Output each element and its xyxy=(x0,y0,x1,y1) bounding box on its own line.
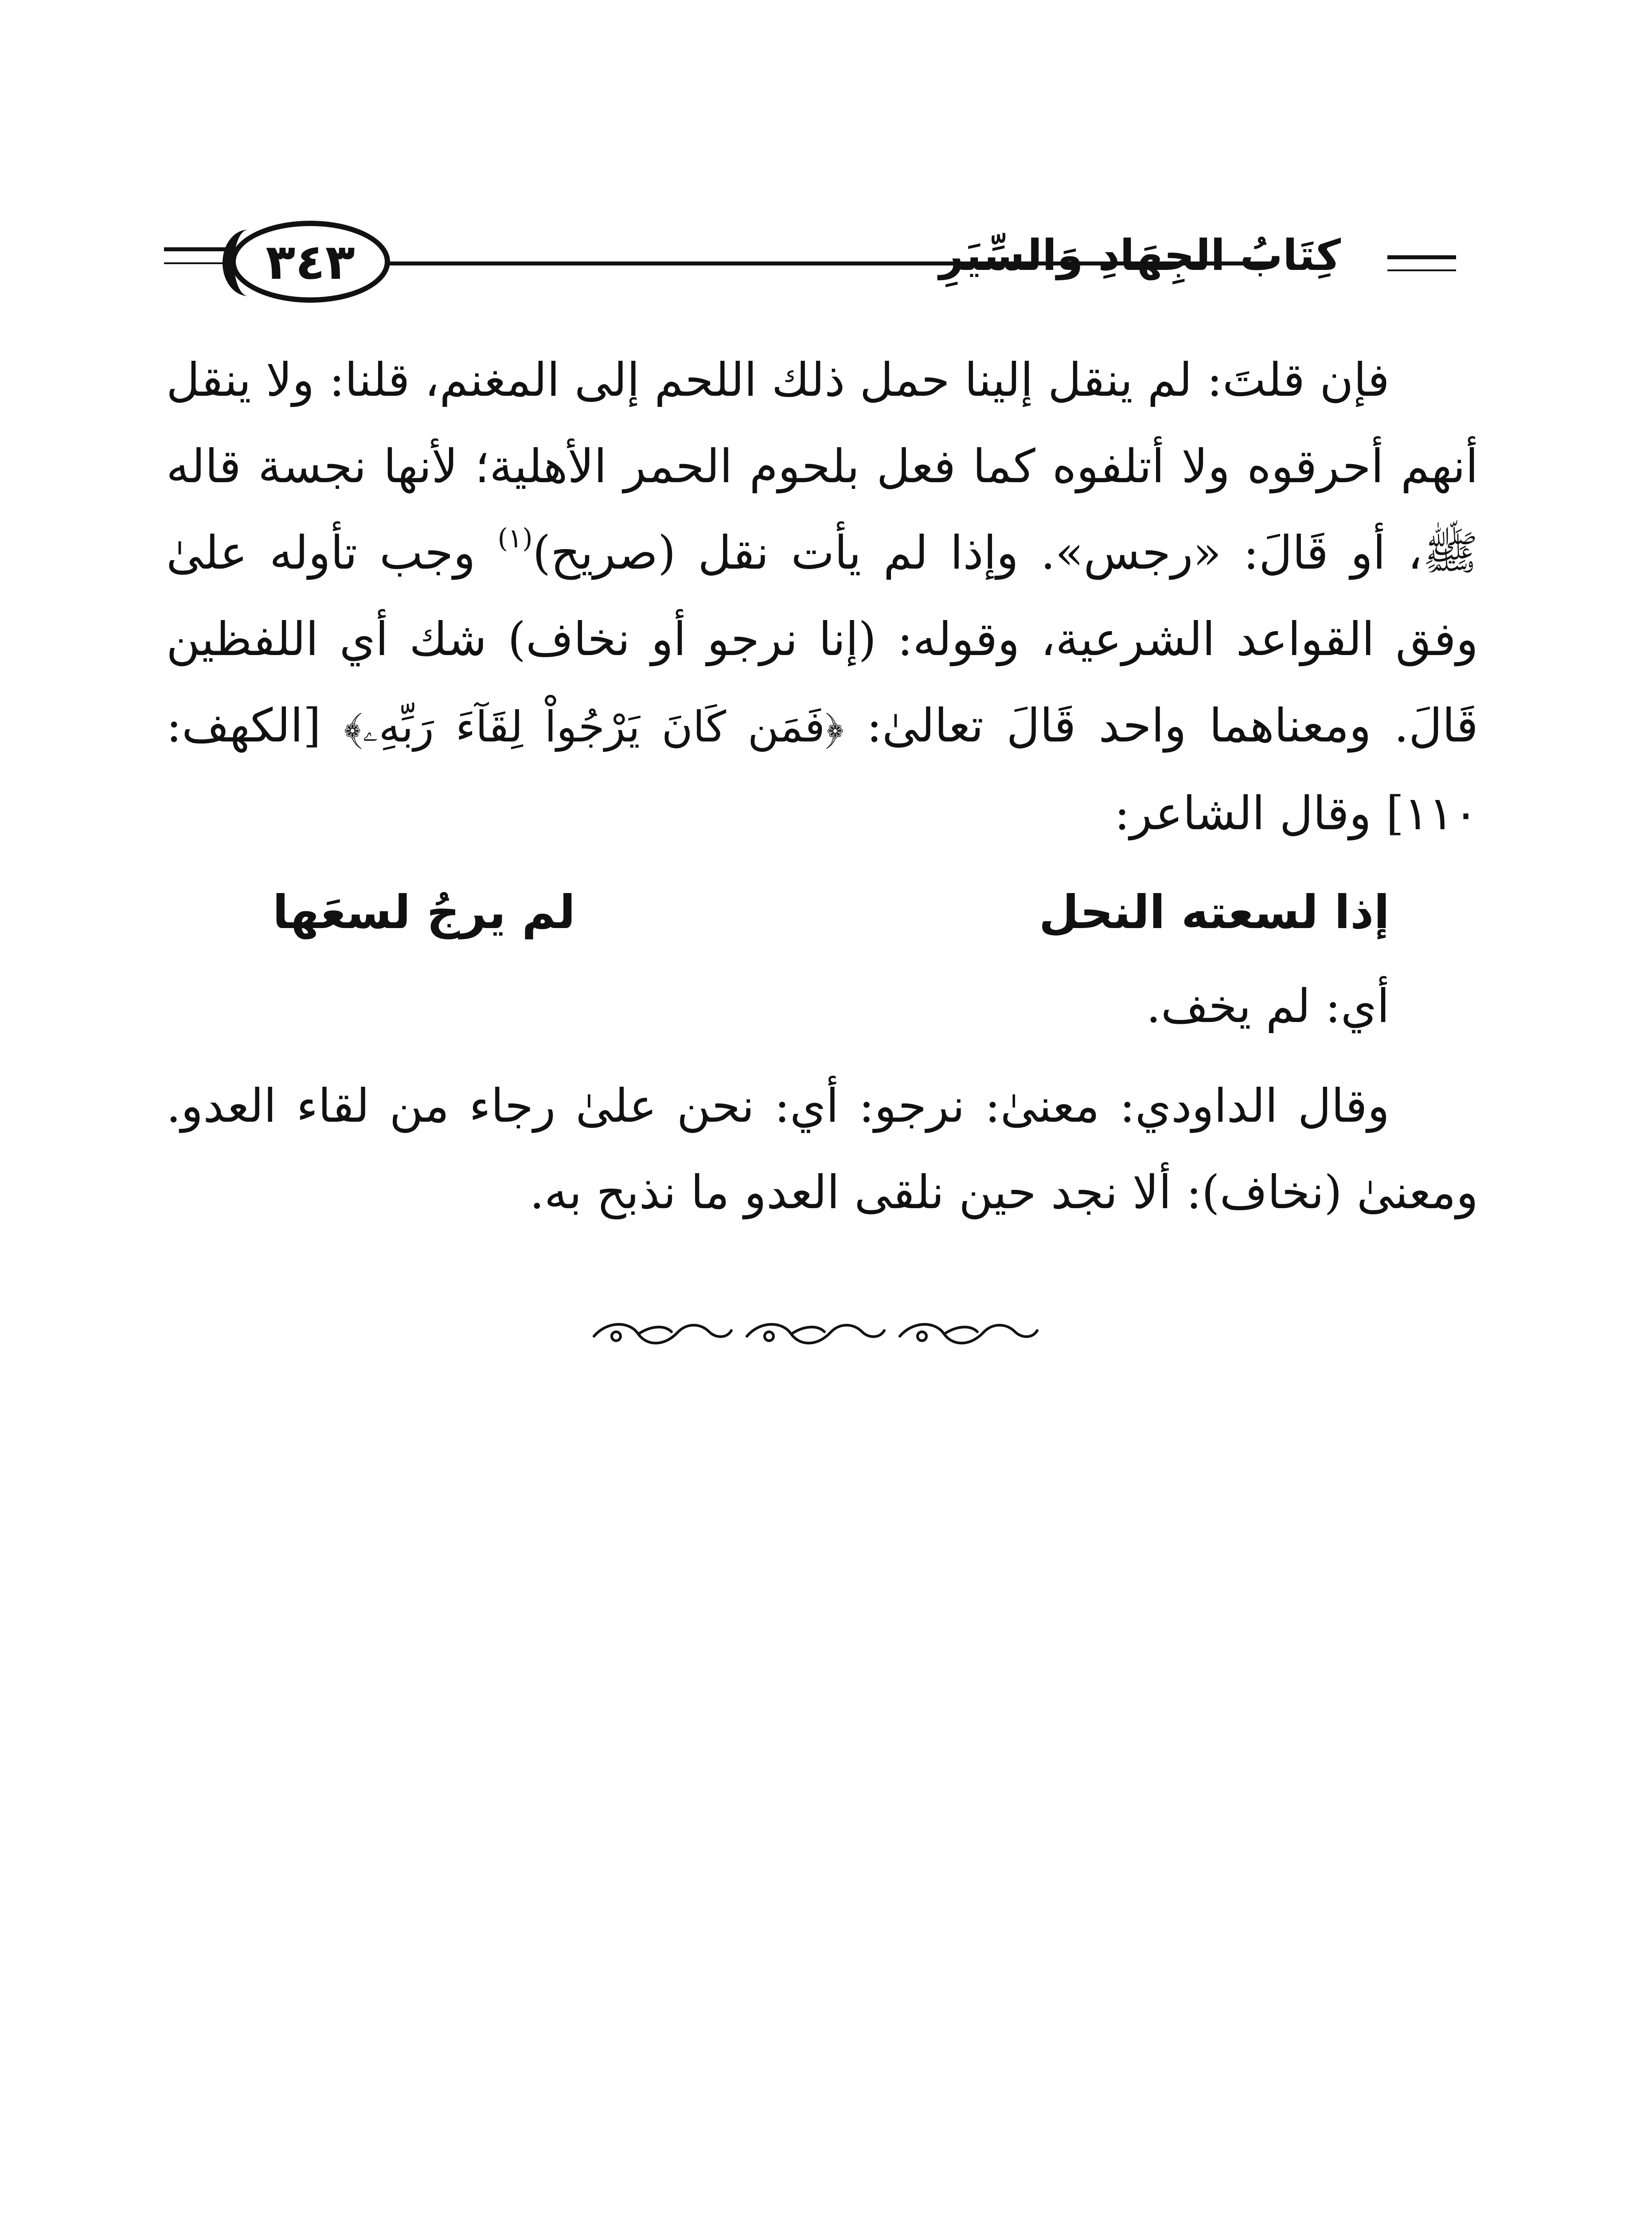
ornament-flourish-3 xyxy=(900,1324,1037,1343)
main-text xyxy=(166,337,1478,1236)
quran-quote: ﴿فَمَن كَانَ يَرْجُواْ لِقَآءَ رَبِّهِۦ﴾ xyxy=(344,702,844,752)
page-number: ٣٤٣ xyxy=(266,233,355,290)
header-rule-right xyxy=(1387,255,1456,259)
footnote-reference: (١) xyxy=(497,523,533,554)
book-title: كِتَابُ الجِهَادِ وَالسِّيَرِ xyxy=(939,230,1341,280)
poetry-verse xyxy=(166,866,1478,959)
verse-hemistich-left: لم يرجُ لسعَها xyxy=(273,885,576,939)
paragraph-1 xyxy=(166,337,1478,857)
paragraph-1-text-b: وجب تأوله علىٰ وفق القواعد الشرعية، وقوله: (إنا نرجو أو نخاف) شك أي اللفظين قَالَ. ومعناهما واحد قَالَ تعالىٰ: xyxy=(166,526,1478,753)
running-header xyxy=(164,213,1456,310)
paragraph-1-text-a: فإن قلتَ: لم ينقل إلينا حمل ذلك اللحم إلى المغنم، قلنا: ولا ينقل أنهم أحرقوه ولا أتلفوه كما فعل بلحوم الحمر الأهلية؛ لأنها نجسة قاله ﷺ، أو قَالَ: «رجس». وإذا لم يأت نقل (صريح) xyxy=(166,353,1478,580)
ornament-flourish-2 xyxy=(747,1324,884,1343)
paragraph-3: وقال الداودي: معنىٰ: نرجو: أي: نحن علىٰ رجاء من لقاء العدو. ومعنىٰ (نخاف): ألا نجد حين نلقى العدو ما نذبح به. xyxy=(166,1079,1478,1219)
header-rule-right-thin xyxy=(1387,269,1456,271)
paragraph-1-text-c: [الكهف: ١١٠] وقال الشاعر: xyxy=(166,698,1478,840)
ornament-flourish-1 xyxy=(594,1324,731,1343)
paragraph-2: أي: لم يخف. xyxy=(1146,979,1390,1033)
verse-hemistich-right: إذا لسعته النحل xyxy=(1039,885,1390,939)
page-number-badge xyxy=(230,221,390,303)
ornament-divider xyxy=(590,1312,1042,1352)
